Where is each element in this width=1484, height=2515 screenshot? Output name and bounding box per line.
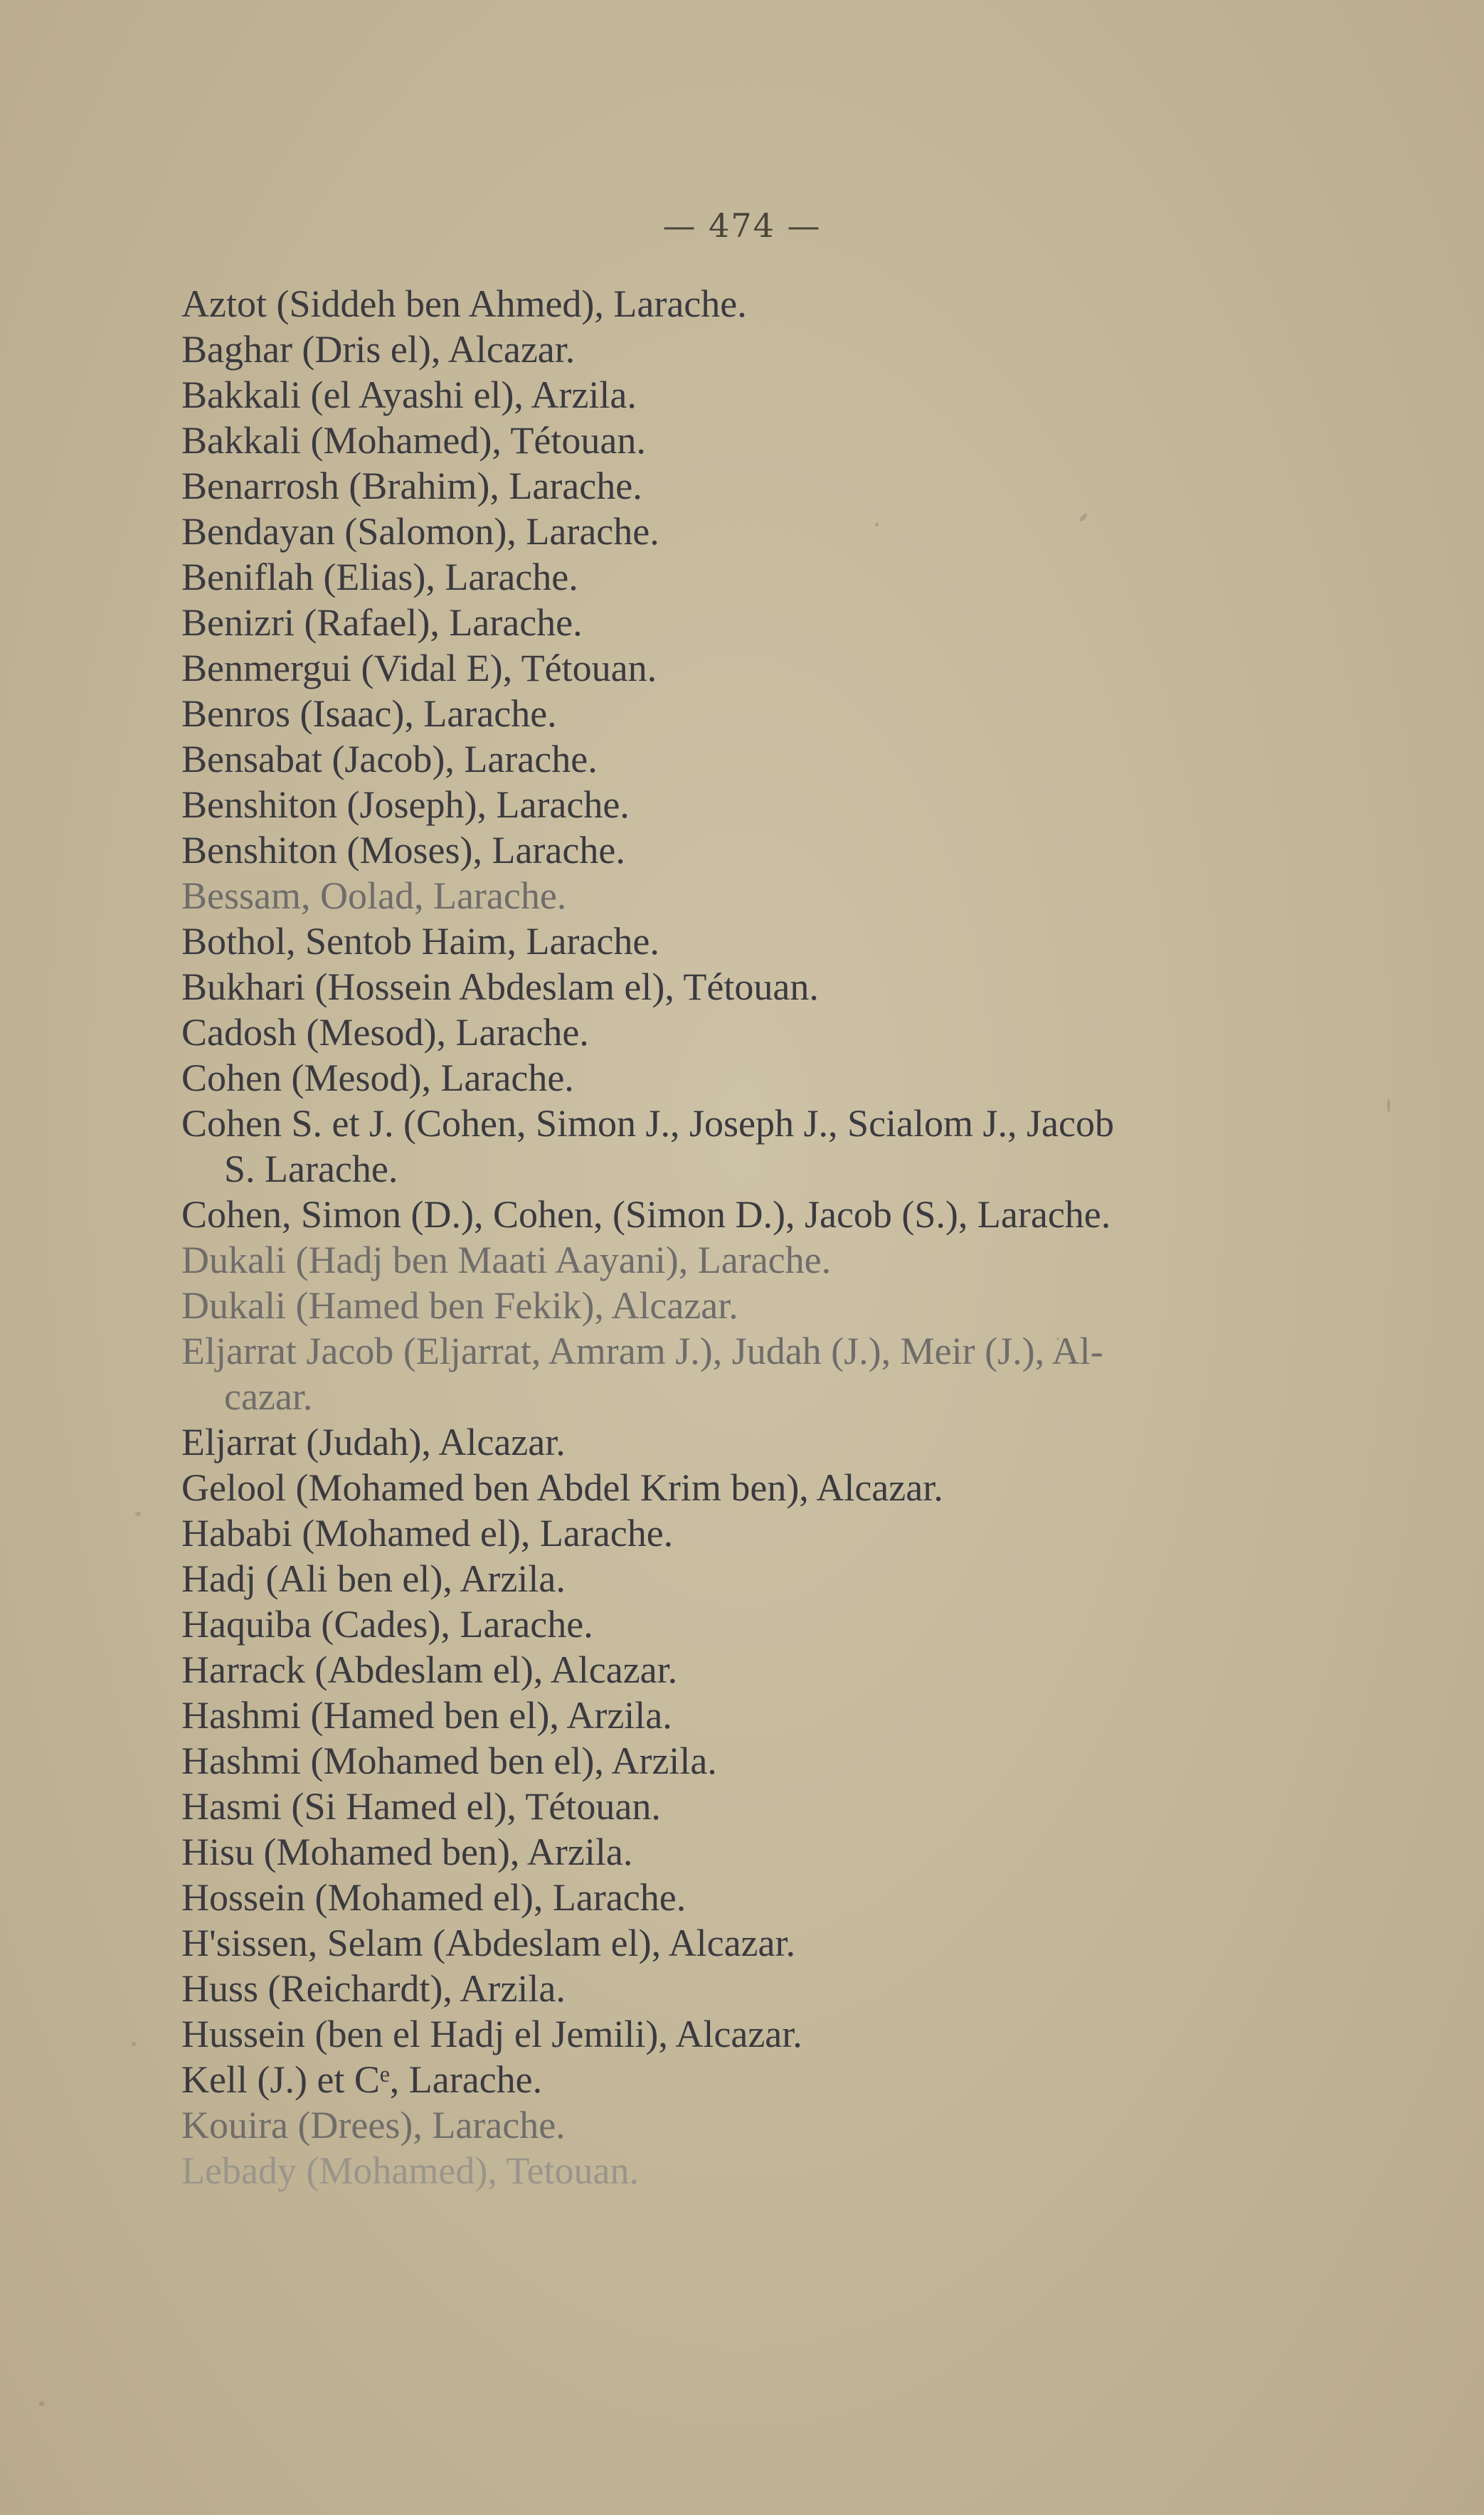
list-item: Hisu (Mohamed ben), Arzila. xyxy=(181,1831,633,1873)
list-item: Bothol, Sentob Haim, Larache. xyxy=(181,920,659,963)
paper-speck xyxy=(132,2042,136,2046)
list-item: Bakkali (el Ayashi el), Arzila. xyxy=(181,374,637,416)
list-item xyxy=(181,1101,1433,1192)
list-item-continuation: S. Larache. xyxy=(224,1148,398,1190)
list-item xyxy=(181,1328,1433,1419)
list-item: Benarrosh (Brahim), Larache. xyxy=(181,465,642,507)
list-item: H'sissen, Selam (Abdeslam el), Alcazar. xyxy=(181,1922,795,1964)
paper-speck xyxy=(39,2401,44,2406)
list-item: Benizri (Rafael), Larache. xyxy=(181,601,583,644)
list-item: Benmergui (Vidal E), Tétouan. xyxy=(181,647,657,689)
list-item: Kouira (Drees), Larache. xyxy=(181,2104,566,2146)
list-item: Bukhari (Hossein Abdeslam el), Tétouan. xyxy=(181,965,819,1008)
list-item: Harrack (Abdeslam el), Alcazar. xyxy=(181,1648,678,1691)
list-item: Cohen, Simon (D.), Cohen, (Simon D.), Jacob (S.), Larache. xyxy=(181,1193,1111,1236)
list-item: Aztot (Siddeh ben Ahmed), Larache. xyxy=(181,282,747,325)
paper-speck xyxy=(135,1512,141,1516)
list-item: Bessam, Oolad, Larache. xyxy=(181,874,567,917)
list-item-text: Cohen S. et J. (Cohen, Simon J., Joseph J., Scialom J., Jacob xyxy=(181,1102,1114,1145)
list-item: Hussein (ben el Hadj el Jemili), Alcazar. xyxy=(181,2013,802,2055)
list-item: Lebady (Mohamed), Tetouan. xyxy=(181,2149,640,2192)
list-item: Benshiton (Joseph), Larache. xyxy=(181,783,630,826)
list-item: Dukali (Hamed ben Fekik), Alcazar. xyxy=(181,1284,738,1327)
list-item: Benros (Isaac), Larache. xyxy=(181,692,557,735)
list-item: Gelool (Mohamed ben Abdel Krim ben), Alcazar. xyxy=(181,1466,943,1509)
list-item: Kell (J.) et Cᵉ, Larache. xyxy=(181,2058,543,2101)
list-item: Hossein (Mohamed el), Larache. xyxy=(181,1876,687,1919)
list-item: Haquiba (Cades), Larache. xyxy=(181,1603,593,1646)
list-item: Hashmi (Mohamed ben el), Arzila. xyxy=(181,1740,717,1782)
list-item: Hashmi (Hamed ben el), Arzila. xyxy=(181,1694,672,1737)
list-item: Eljarrat (Judah), Alcazar. xyxy=(181,1421,566,1463)
list-item: Hadj (Ali ben el), Arzila. xyxy=(181,1557,566,1600)
list-item: Baghar (Dris el), Alcazar. xyxy=(181,328,576,371)
list-item: Huss (Reichardt), Arzila. xyxy=(181,1967,566,2010)
list-item: Cadosh (Mesod), Larache. xyxy=(181,1011,589,1054)
list-item-text: Eljarrat Jacob (Eljarrat, Amram J.), Judah (J.), Meir (J.), Al- xyxy=(181,1330,1103,1372)
page-number: — 474 — xyxy=(662,206,822,245)
list-item: Bakkali (Mohamed), Tétouan. xyxy=(181,419,646,462)
list-item: Beniflah (Elias), Larache. xyxy=(181,556,578,598)
list-item: Bensabat (Jacob), Larache. xyxy=(181,738,598,780)
list-item: Benshiton (Moses), Larache. xyxy=(181,829,625,872)
list-item: Bendayan (Salomon), Larache. xyxy=(181,510,659,553)
directory-list xyxy=(181,281,1433,2193)
list-item: Hababi (Mohamed el), Larache. xyxy=(181,1512,674,1555)
list-item: Dukali (Hadj ben Maati Aayani), Larache. xyxy=(181,1239,832,1281)
list-item-continuation: cazar. xyxy=(224,1375,313,1418)
list-item: Cohen (Mesod), Larache. xyxy=(181,1057,574,1099)
list-item: Hasmi (Si Hamed el), Tétouan. xyxy=(181,1785,661,1828)
